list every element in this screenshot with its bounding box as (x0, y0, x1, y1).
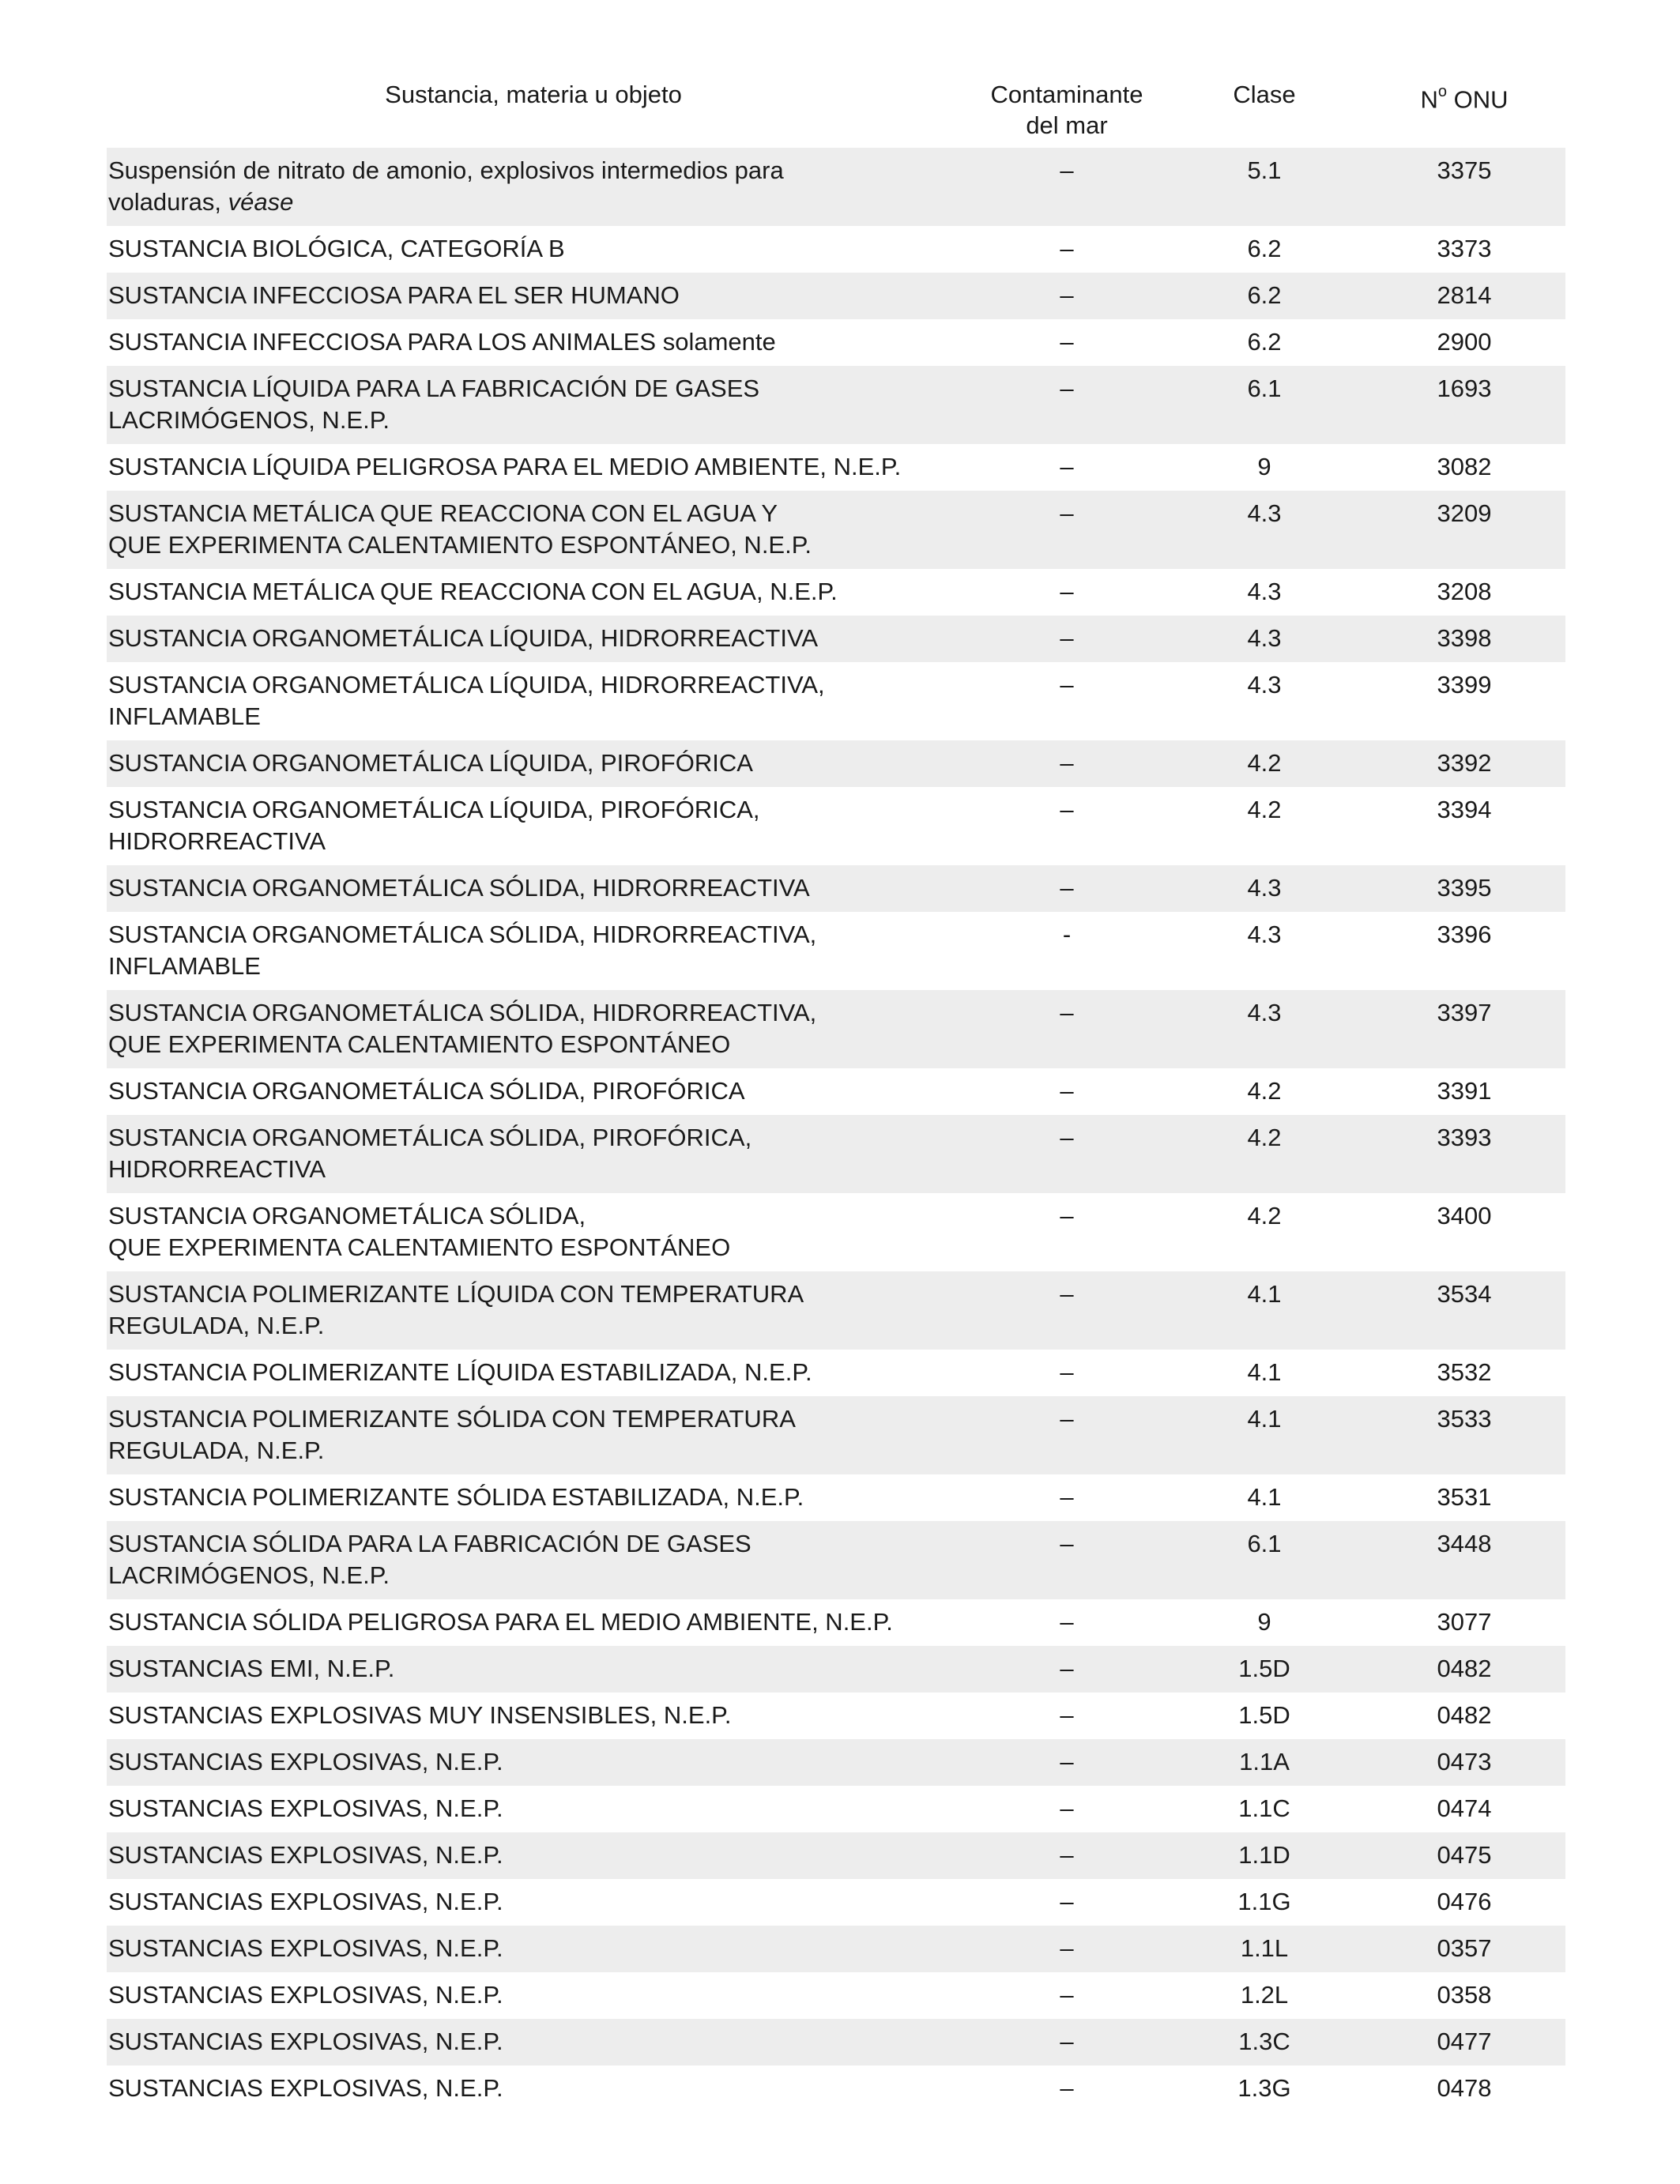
table-row (107, 740, 1565, 787)
table-row (107, 1271, 1565, 1350)
substance-text: SUSTANCIAS EXPLOSIVAS, N.E.P. (108, 1981, 503, 2009)
substance-text: SUSTANCIA POLIMERIZANTE SÓLIDA CON TEMPERATURA (108, 1405, 796, 1433)
cell-marine-pollutant: – (1060, 1608, 1074, 1636)
cell-marine-pollutant: – (1060, 578, 1074, 605)
table-row (107, 1739, 1565, 1786)
cell-class: 4.2 (1247, 1202, 1282, 1229)
cell-substance (107, 1521, 968, 1599)
substance-line (108, 826, 960, 857)
cell-un-number: 3400 (1437, 1202, 1492, 1229)
substance-text: SUSTANCIA ORGANOMETÁLICA SÓLIDA, (108, 1202, 586, 1229)
substance-line (108, 576, 960, 608)
substance-line (108, 451, 960, 483)
table-row (107, 1693, 1565, 1739)
cell-un-number: 0358 (1437, 1981, 1492, 2009)
cell-un-number: 3533 (1363, 1396, 1565, 1474)
cell-marine-pollutant: – (968, 2019, 1166, 2065)
cell-substance (107, 1193, 968, 1271)
substance-line (108, 1310, 960, 1342)
table-row (107, 1926, 1565, 1972)
table-row (107, 1832, 1565, 1879)
substance-text: SUSTANCIAS EXPLOSIVAS, N.E.P. (108, 2028, 503, 2055)
cell-un-number: 3398 (1363, 616, 1565, 662)
substance-line (108, 1122, 960, 1154)
cell-substance (107, 1972, 968, 2019)
cell-un-number: 0476 (1437, 1888, 1492, 1915)
table-row (107, 1115, 1565, 1193)
cell-un-number: 0482 (1437, 1701, 1492, 1729)
substance-text: SUSTANCIA ORGANOMETÁLICA LÍQUIDA, PIROFÓRICA, (108, 796, 760, 823)
cell-un-number: 1693 (1363, 366, 1565, 444)
cell-substance (107, 787, 968, 865)
cell-un-number: 3532 (1437, 1358, 1492, 1386)
cell-class: 6.1 (1166, 366, 1363, 444)
substance-separator: , (214, 188, 228, 216)
cell-marine-pollutant: – (1060, 671, 1074, 699)
cell-substance (107, 1786, 968, 1832)
cell-marine-pollutant: – (1060, 1077, 1074, 1105)
cell-marine-pollutant: – (968, 1926, 1166, 1972)
table-row (107, 912, 1565, 990)
cell-un-number: 2814 (1363, 273, 1565, 319)
substance-text: SUSTANCIA METÁLICA QUE REACCIONA CON EL AGUA Y (108, 499, 778, 527)
substance-text: QUE EXPERIMENTA CALENTAMIENTO ESPONTÁNEO (108, 1233, 731, 1261)
table-row (107, 569, 1565, 616)
cell-marine-pollutant: – (1060, 1981, 1074, 2009)
header-marine-line2: del mar (1026, 111, 1108, 139)
header-marine-line1: Contaminante (990, 81, 1143, 108)
cell-substance (107, 319, 968, 366)
substance-text: HIDRORREACTIVA (108, 827, 326, 855)
substance-line (108, 1200, 960, 1232)
table-row (107, 990, 1565, 1068)
substance-text: SUSTANCIA ORGANOMETÁLICA SÓLIDA, PIROFÓRICA, (108, 1124, 752, 1151)
table-body (107, 148, 1565, 2112)
cell-class: 4.2 (1247, 1077, 1282, 1105)
substance-line (108, 1793, 960, 1824)
cell-class: 6.2 (1166, 273, 1363, 319)
substance-line (108, 280, 960, 311)
substance-text: SUSTANCIA POLIMERIZANTE LÍQUIDA ESTABILIZADA, N.E.P. (108, 1358, 812, 1386)
cell-marine-pollutant: – (968, 1271, 1166, 1350)
cell-class: 4.3 (1247, 578, 1282, 605)
substance-text: SUSTANCIA POLIMERIZANTE LÍQUIDA CON TEMPERATURA (108, 1280, 804, 1308)
cell-marine-pollutant: – (968, 1832, 1166, 1879)
substance-line (108, 623, 960, 654)
cell-class: 6.1 (1166, 1521, 1363, 1599)
substance-line (108, 1154, 960, 1185)
cell-un-number: 0474 (1437, 1794, 1492, 1822)
substance-line (108, 498, 960, 529)
substance-line (108, 1933, 960, 1964)
cell-marine-pollutant: – (1060, 2074, 1074, 2102)
cell-marine-pollutant: - (1062, 921, 1072, 948)
substance-table (107, 79, 1565, 2112)
table-row (107, 148, 1565, 226)
table-row (107, 366, 1565, 444)
cell-class: 6.2 (1247, 328, 1282, 356)
substance-line (108, 529, 960, 561)
cell-un-number: 3082 (1437, 453, 1492, 480)
cell-marine-pollutant: – (1060, 328, 1074, 356)
cell-marine-pollutant: – (1060, 1202, 1074, 1229)
substance-text: SUSTANCIA ORGANOMETÁLICA SÓLIDA, HIDRORREACTIVA, (108, 921, 817, 948)
substance-line (108, 1560, 960, 1591)
cell-class: 1.2L (1240, 1981, 1289, 2009)
cell-class: 6.2 (1247, 235, 1282, 262)
cell-substance (107, 865, 968, 912)
substance-text: SUSTANCIA SÓLIDA PARA LA FABRICACIÓN DE GASES (108, 1530, 751, 1557)
cell-marine-pollutant: – (1060, 796, 1074, 823)
substance-text: HIDRORREACTIVA (108, 1155, 326, 1183)
cell-class: 4.1 (1247, 1483, 1282, 1511)
cell-marine-pollutant: – (968, 273, 1166, 319)
substance-line (108, 951, 960, 982)
header-un-suffix: ONU (1447, 85, 1509, 114)
substance-text: QUE EXPERIMENTA CALENTAMIENTO ESPONTÁNEO (108, 1030, 731, 1058)
cell-marine-pollutant: – (1060, 1358, 1074, 1386)
cell-class: 4.2 (1166, 740, 1363, 787)
table-row (107, 273, 1565, 319)
table-row (107, 319, 1565, 366)
cell-un-number: 0357 (1363, 1926, 1565, 1972)
header-substance: Sustancia, materia u objeto (385, 81, 682, 108)
substance-text: SUSTANCIA LÍQUIDA PELIGROSA PARA EL MEDIO AMBIENTE, N.E.P. (108, 453, 902, 480)
cell-substance (107, 1926, 968, 1972)
cell-class: 1.5D (1166, 1646, 1363, 1693)
table-row (107, 1786, 1565, 1832)
substance-text: SUSTANCIA LÍQUIDA PARA LA FABRICACIÓN DE GASES (108, 375, 760, 402)
cell-class: 9 (1257, 453, 1271, 480)
substance-text: REGULADA, N.E.P. (108, 1312, 325, 1339)
substance-line (108, 1528, 960, 1560)
substance-line (108, 1403, 960, 1435)
table-header (107, 79, 1565, 148)
substance-text: voladuras (108, 188, 215, 216)
substance-line (108, 2026, 960, 2058)
cell-marine-pollutant: – (968, 865, 1166, 912)
header-un-number (1363, 79, 1565, 148)
cell-substance (107, 1879, 968, 1926)
cell-un-number: 3391 (1437, 1077, 1492, 1105)
cell-class: 1.1A (1166, 1739, 1363, 1786)
substance-line (108, 794, 960, 826)
substance-text: Suspensión de nitrato de amonio, explosivos intermedios para (108, 156, 784, 184)
header-class: Clase (1233, 81, 1296, 108)
cell-un-number: 3531 (1437, 1483, 1492, 1511)
table-row (107, 1068, 1565, 1115)
table-row (107, 1474, 1565, 1521)
cell-class: 4.1 (1247, 1358, 1282, 1386)
table-row (107, 2019, 1565, 2065)
substance-text: INFLAMABLE (108, 952, 261, 980)
cell-marine-pollutant: – (1060, 453, 1074, 480)
cell-class: 9 (1257, 1608, 1271, 1636)
cell-substance (107, 569, 968, 616)
cell-substance (107, 1115, 968, 1193)
substance-line (108, 233, 960, 265)
substance-text: SUSTANCIAS EXPLOSIVAS, N.E.P. (108, 1794, 503, 1822)
cell-un-number: 3394 (1437, 796, 1492, 823)
cell-substance (107, 2065, 968, 2112)
cell-un-number: 0473 (1363, 1739, 1565, 1786)
substance-text: SUSTANCIA ORGANOMETÁLICA SÓLIDA, HIDRORREACTIVA, (108, 999, 817, 1026)
cell-substance (107, 491, 968, 569)
cell-class: 4.3 (1166, 990, 1363, 1068)
cell-un-number: 2900 (1437, 328, 1492, 356)
see-reference: véase (228, 188, 294, 216)
table-row (107, 1972, 1565, 2019)
cell-un-number: 3395 (1363, 865, 1565, 912)
cell-class: 1.1D (1166, 1832, 1363, 1879)
substance-text: LACRIMÓGENOS, N.E.P. (108, 1561, 390, 1589)
table-row (107, 865, 1565, 912)
substance-line (108, 186, 960, 218)
cell-un-number: 3375 (1363, 148, 1565, 226)
cell-class: 1.3G (1237, 2074, 1291, 2102)
cell-class: 1.3C (1166, 2019, 1363, 2065)
cell-substance (107, 366, 968, 444)
cell-substance (107, 740, 968, 787)
cell-class: 4.2 (1166, 1115, 1363, 1193)
table-row (107, 1599, 1565, 1646)
substance-line (108, 1886, 960, 1918)
table-row (107, 1646, 1565, 1693)
substance-line (108, 872, 960, 904)
table-row (107, 226, 1565, 273)
substance-text: SUSTANCIAS EXPLOSIVAS, N.E.P. (108, 2074, 503, 2102)
cell-marine-pollutant: – (1060, 1794, 1074, 1822)
substance-text: REGULADA, N.E.P. (108, 1437, 325, 1464)
substance-line (108, 1232, 960, 1263)
cell-class: 1.5D (1238, 1701, 1290, 1729)
cell-marine-pollutant: – (1060, 1888, 1074, 1915)
cell-marine-pollutant: – (968, 1646, 1166, 1693)
cell-class: 4.1 (1166, 1396, 1363, 1474)
substance-text: SUSTANCIA SÓLIDA PELIGROSA PARA EL MEDIO AMBIENTE, N.E.P. (108, 1608, 893, 1636)
cell-class: 4.3 (1247, 671, 1282, 699)
cell-marine-pollutant: – (1060, 1483, 1074, 1511)
table-row (107, 787, 1565, 865)
cell-un-number: 3534 (1363, 1271, 1565, 1350)
substance-line (108, 326, 960, 358)
substance-line (108, 1700, 960, 1731)
cell-substance (107, 2019, 968, 2065)
cell-substance (107, 1739, 968, 1786)
cell-substance (107, 616, 968, 662)
cell-marine-pollutant: – (968, 1521, 1166, 1599)
substance-text: SUSTANCIA METÁLICA QUE REACCIONA CON EL AGUA, N.E.P. (108, 578, 838, 605)
table-row (107, 1521, 1565, 1599)
substance-line (108, 701, 960, 732)
cell-substance (107, 226, 968, 273)
cell-substance (107, 1599, 968, 1646)
substance-text: SUSTANCIA ORGANOMETÁLICA LÍQUIDA, HIDRORREACTIVA (108, 624, 819, 652)
substance-text: SUSTANCIA ORGANOMETÁLICA SÓLIDA, HIDRORREACTIVA (108, 874, 810, 902)
substance-text: SUSTANCIAS EXPLOSIVAS, N.E.P. (108, 1888, 503, 1915)
table-row (107, 1193, 1565, 1271)
cell-marine-pollutant: – (968, 990, 1166, 1068)
substance-text: SUSTANCIA BIOLÓGICA, CATEGORÍA B (108, 235, 565, 262)
cell-un-number: 3392 (1363, 740, 1565, 787)
cell-substance (107, 1271, 968, 1350)
substance-line (108, 2073, 960, 2104)
substance-line (108, 1029, 960, 1060)
substance-line (108, 919, 960, 951)
table-row (107, 1396, 1565, 1474)
substance-line (108, 997, 960, 1029)
cell-substance (107, 273, 968, 319)
cell-un-number: 3397 (1363, 990, 1565, 1068)
substance-line (108, 373, 960, 405)
cell-marine-pollutant: – (968, 148, 1166, 226)
cell-class: 1.1C (1238, 1794, 1290, 1822)
cell-un-number: 3077 (1437, 1608, 1492, 1636)
cell-un-number: 0475 (1363, 1832, 1565, 1879)
substance-text: SUSTANCIAS EXPLOSIVAS, N.E.P. (108, 1748, 503, 1775)
cell-class: 4.2 (1247, 796, 1282, 823)
cell-class: 5.1 (1166, 148, 1363, 226)
substance-line (108, 1606, 960, 1638)
cell-un-number: 3448 (1363, 1521, 1565, 1599)
substance-text: SUSTANCIA POLIMERIZANTE SÓLIDA ESTABILIZADA, N.E.P. (108, 1483, 804, 1511)
cell-marine-pollutant: – (968, 1739, 1166, 1786)
cell-substance (107, 1693, 968, 1739)
cell-substance (107, 1474, 968, 1521)
cell-class: 4.3 (1166, 491, 1363, 569)
substance-text: SUSTANCIA INFECCIOSA PARA LOS ANIMALES solamente (108, 328, 776, 356)
table-row (107, 2065, 1565, 2112)
substance-text: SUSTANCIA ORGANOMETÁLICA LÍQUIDA, HIDRORREACTIVA, (108, 671, 825, 699)
substance-line (108, 1979, 960, 2011)
substance-text: QUE EXPERIMENTA CALENTAMIENTO ESPONTÁNEO, N.E.P. (108, 531, 812, 559)
substance-text: SUSTANCIAS EXPLOSIVAS, N.E.P. (108, 1841, 503, 1869)
cell-marine-pollutant: – (968, 491, 1166, 569)
substance-text: SUSTANCIA ORGANOMETÁLICA LÍQUIDA, PIROFÓRICA (108, 749, 753, 777)
cell-marine-pollutant: – (968, 1115, 1166, 1193)
cell-class: 1.1G (1237, 1888, 1291, 1915)
cell-class: 4.3 (1247, 921, 1282, 948)
cell-marine-pollutant: – (968, 1396, 1166, 1474)
substance-line (108, 155, 960, 186)
substance-line (108, 1839, 960, 1871)
substance-text: SUSTANCIA ORGANOMETÁLICA SÓLIDA, PIROFÓRICA (108, 1077, 745, 1105)
cell-class: 4.1 (1166, 1271, 1363, 1350)
header-row (107, 79, 1565, 148)
cell-un-number: 3399 (1437, 671, 1492, 699)
cell-marine-pollutant: – (1060, 1701, 1074, 1729)
header-un-prefix: N (1420, 85, 1438, 114)
cell-marine-pollutant: – (968, 616, 1166, 662)
table-row (107, 491, 1565, 569)
cell-substance (107, 1832, 968, 1879)
substance-line (108, 747, 960, 779)
substance-line (108, 1357, 960, 1388)
cell-un-number: 0477 (1363, 2019, 1565, 2065)
cell-marine-pollutant: – (968, 366, 1166, 444)
cell-class: 4.3 (1166, 616, 1363, 662)
substance-line (108, 405, 960, 436)
substance-line (108, 1075, 960, 1107)
substance-text: SUSTANCIAS EXPLOSIVAS MUY INSENSIBLES, N.E.P. (108, 1701, 732, 1729)
cell-class: 1.1L (1166, 1926, 1363, 1972)
substance-line (108, 669, 960, 701)
substance-text: LACRIMÓGENOS, N.E.P. (108, 406, 390, 434)
substance-text: SUSTANCIAS EMI, N.E.P. (108, 1655, 395, 1682)
substance-line (108, 1653, 960, 1685)
cell-substance (107, 1068, 968, 1115)
cell-substance (107, 1396, 968, 1474)
table-row (107, 662, 1565, 740)
cell-marine-pollutant: – (1060, 235, 1074, 262)
cell-un-number: 0478 (1437, 2074, 1492, 2102)
table-row (107, 1350, 1565, 1396)
cell-substance (107, 444, 968, 491)
substance-line (108, 1435, 960, 1467)
cell-un-number: 0482 (1363, 1646, 1565, 1693)
header-un-sup: o (1437, 83, 1447, 100)
cell-un-number: 3209 (1363, 491, 1565, 569)
substance-line (108, 1278, 960, 1310)
table-row (107, 444, 1565, 491)
cell-substance (107, 1646, 968, 1693)
table-row (107, 616, 1565, 662)
substance-line (108, 1746, 960, 1778)
cell-un-number: 3393 (1363, 1115, 1565, 1193)
cell-un-number: 3396 (1437, 921, 1492, 948)
substance-text: INFLAMABLE (108, 702, 261, 730)
cell-un-number: 3208 (1437, 578, 1492, 605)
substance-line (108, 1482, 960, 1513)
cell-substance (107, 912, 968, 990)
table-row (107, 1879, 1565, 1926)
cell-substance (107, 662, 968, 740)
cell-substance (107, 148, 968, 226)
cell-un-number: 3373 (1437, 235, 1492, 262)
cell-substance (107, 990, 968, 1068)
cell-class: 4.3 (1166, 865, 1363, 912)
header-marine-pollutant (968, 79, 1166, 148)
substance-text: SUSTANCIA INFECCIOSA PARA EL SER HUMANO (108, 281, 680, 309)
cell-marine-pollutant: – (968, 740, 1166, 787)
cell-substance (107, 1350, 968, 1396)
substance-text: SUSTANCIAS EXPLOSIVAS, N.E.P. (108, 1934, 503, 1962)
